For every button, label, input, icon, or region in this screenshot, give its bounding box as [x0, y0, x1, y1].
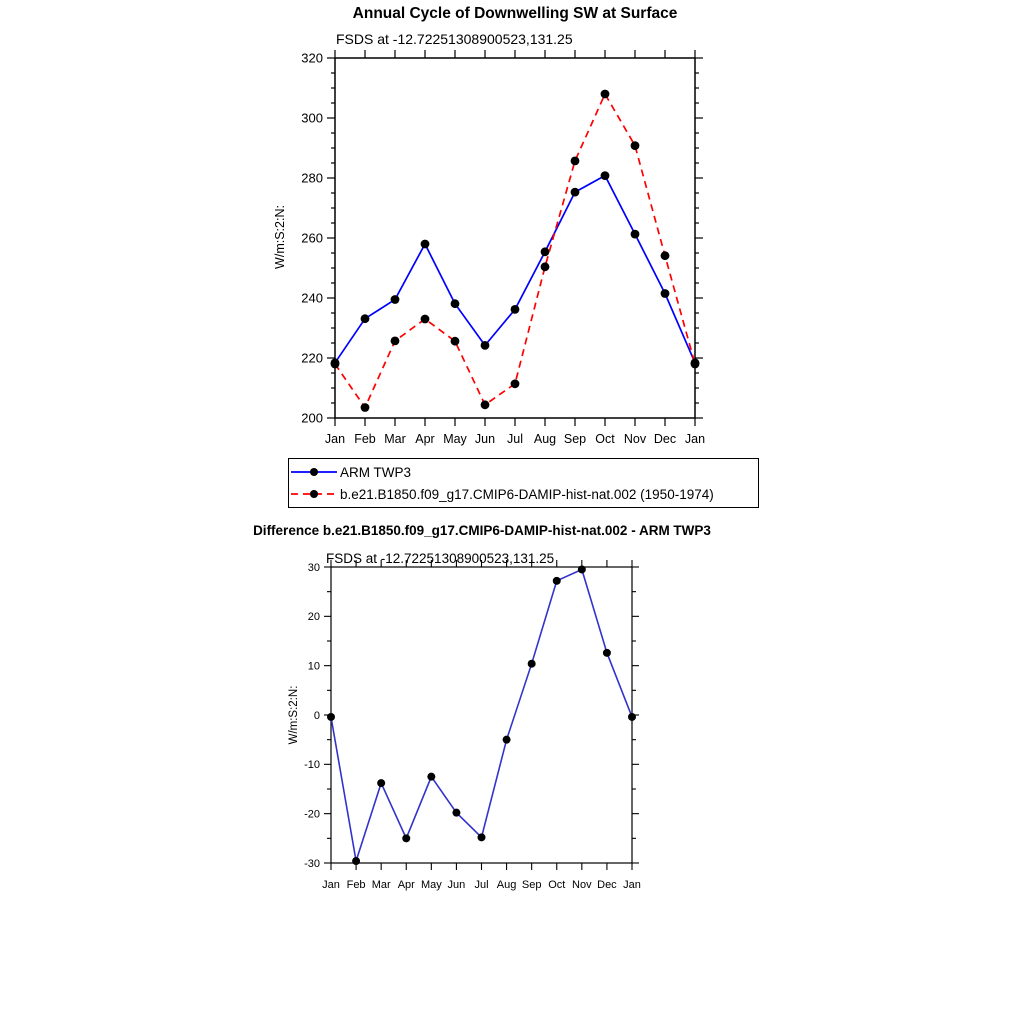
svg-text:May: May — [443, 432, 467, 446]
svg-text:Nov: Nov — [623, 432, 647, 446]
legend-label-arm-twp3: ARM TWP3 — [340, 464, 412, 480]
chart1-title: Annual Cycle of Downwelling SW at Surface — [352, 5, 678, 22]
svg-text:Sep: Sep — [521, 879, 542, 891]
chart2-y-axis-label: W/m:S:2:N: — [288, 685, 300, 745]
svg-text:220: 220 — [301, 350, 323, 366]
svg-text:Jan: Jan — [324, 432, 346, 446]
svg-text:Jun: Jun — [447, 879, 466, 891]
svg-text:Jan: Jan — [623, 879, 641, 891]
svg-text:300: 300 — [301, 110, 323, 126]
svg-text:Mar: Mar — [371, 879, 391, 891]
svg-text:Mar: Mar — [384, 432, 406, 446]
svg-text:Apr: Apr — [415, 432, 435, 446]
svg-text:Aug: Aug — [533, 432, 557, 446]
svg-text:Jul: Jul — [507, 432, 523, 446]
svg-text:30: 30 — [307, 561, 320, 574]
svg-text:260: 260 — [301, 230, 323, 246]
svg-text:-10: -10 — [304, 759, 320, 772]
svg-text:200: 200 — [301, 410, 323, 426]
svg-text:Dec: Dec — [653, 432, 677, 446]
svg-text:Oct: Oct — [548, 879, 566, 891]
svg-text:Oct: Oct — [595, 432, 615, 446]
svg-text:Dec: Dec — [597, 879, 617, 891]
svg-text:10: 10 — [307, 660, 320, 673]
svg-text:Jan: Jan — [322, 879, 340, 891]
svg-text:May: May — [420, 879, 442, 891]
svg-text:-30: -30 — [304, 857, 320, 870]
svg-text:Sep: Sep — [563, 432, 587, 446]
svg-text:0: 0 — [313, 709, 320, 722]
svg-text:20: 20 — [307, 611, 320, 624]
svg-text:Feb: Feb — [346, 879, 366, 891]
svg-text:Nov: Nov — [572, 879, 592, 891]
svg-text:240: 240 — [301, 290, 323, 306]
svg-text:Jun: Jun — [474, 432, 496, 446]
svg-text:Aug: Aug — [496, 879, 517, 891]
svg-text:Apr: Apr — [397, 879, 415, 891]
legend-label-model: b.e21.B1850.f09_g17.CMIP6-DAMIP-hist-nat.002 (1950-1974) — [340, 486, 714, 502]
svg-text:280: 280 — [301, 170, 323, 186]
chart2-title: Difference b.e21.B1850.f09_g17.CMIP6-DAMIP-hist-nat.002 - ARM TWP3 — [253, 523, 711, 538]
svg-text:-20: -20 — [304, 808, 320, 821]
chart1-subtitle: FSDS at -12.72251308900523,131.25 — [336, 31, 573, 47]
svg-text:Jul: Jul — [474, 879, 489, 891]
svg-text:320: 320 — [301, 50, 323, 66]
svg-text:Jan: Jan — [684, 432, 706, 446]
chart2-subtitle: FSDS at -12.72251308900523,131.25 — [326, 551, 555, 566]
svg-text:Feb: Feb — [354, 432, 376, 446]
chart1-y-axis-label: W/m:S:2:N: — [273, 205, 287, 269]
